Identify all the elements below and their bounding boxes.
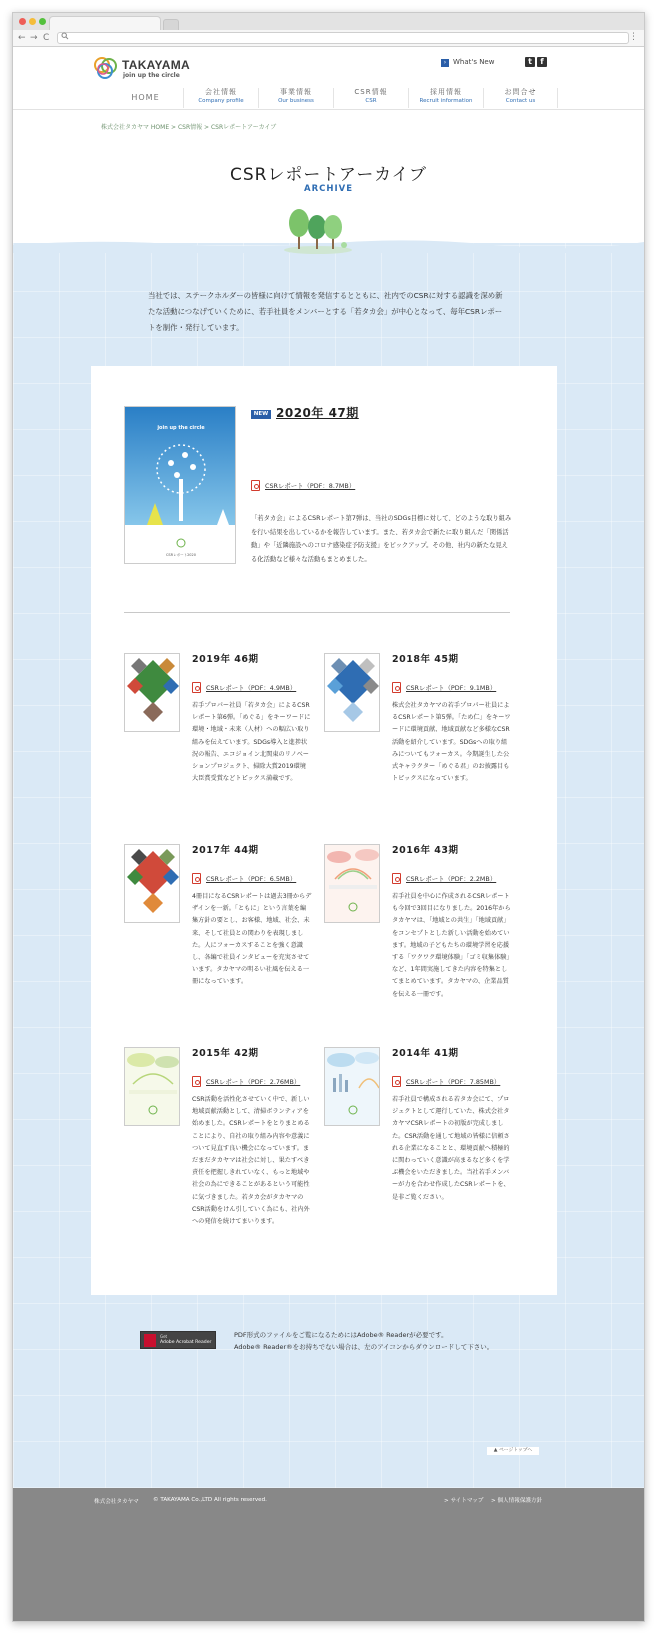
report-cover-2017[interactable] [124, 844, 180, 923]
whats-new-label: What's New [453, 58, 495, 66]
browser-tab[interactable] [49, 16, 161, 30]
page-title: CSRレポートアーカイブ [229, 165, 428, 185]
pdf-link-label: CSRレポート（PDF：6.5MB） [206, 875, 297, 883]
adobe-reader-download-button[interactable] [140, 1331, 216, 1349]
nav-label: 事業情報 [280, 88, 312, 96]
report-title: 2019年 46期 [192, 654, 259, 665]
adobe-notice [234, 1330, 534, 1353]
report-cover-2014[interactable] [324, 1047, 380, 1126]
search-icon [61, 32, 69, 42]
pdf-link-label: CSRレポート（PDF：4.9MB） [206, 684, 297, 692]
whats-new-icon: › [441, 59, 449, 67]
report-cover-2018[interactable] [324, 653, 380, 732]
pdf-link-label: CSRレポート（PDF：7.85MB） [406, 1078, 501, 1086]
breadcrumb[interactable]: 株式会社タカヤマ HOME > CSR情報 > CSRレポートアーカイブ [101, 124, 277, 131]
cover-illustration [325, 845, 380, 923]
footer-sitemap-link[interactable]: > サイトマップ [444, 1498, 484, 1504]
nav-label: 会社情報 [205, 88, 237, 96]
nav-item-csr[interactable] [333, 88, 408, 108]
report-desc: 若手社員を中心に作成されるCSRレポートも今回で3回目になりました。2016年からタカヤマは、「地域との共生」「地域貢献」をコンセプトとした新しい活動を始めています。地域の子どもたちの環境学習を応援する「ワクワク環境体験」「ゴミ収集体験」など、1年間実施してきた内容を特集としてまとめています。タカヤマの、企業品質を伝える一冊です。 [392, 893, 511, 998]
nav-label: 採用情報 [430, 88, 462, 96]
twitter-icon[interactable]: t [525, 57, 535, 67]
footer-privacy-link[interactable]: > 個人情報保護方針 [491, 1498, 543, 1504]
pdf-link-label: CSRレポート（PDF：9.1MB） [406, 684, 497, 692]
nav-label: CSR情報 [354, 88, 388, 96]
footer-company: 株式会社タカヤマ [94, 1499, 139, 1505]
report-title: 2018年 45期 [392, 654, 459, 665]
browser-tab-strip [13, 13, 644, 30]
archive-card [91, 366, 557, 1295]
trees-illustration [278, 205, 356, 255]
report-desc: CSR活動を活性化させていく中で、新しい地域貢献活動として、清掃ボランティアを始めました。CSRレポートをとりまとめることにより、自社の取り組み内容や意義について見直す良い機会になっています。まだまだタカヤマは社会に対し、果たすべき責任を把握しきれていなく、もっと地域や社会の為にできることがあるという可能性に気づきました。若タカ会がタカヤマのCSR活動をけん引していく為にも、社内外への発信を続けてまいります。 [192, 1096, 310, 1226]
adobe-get-label: Get [160, 1334, 168, 1339]
nav-item-contact[interactable] [483, 88, 558, 108]
cover-title: join up the circle [157, 425, 205, 431]
cover-illustration [325, 654, 380, 732]
address-bar[interactable] [57, 32, 629, 44]
cover-illustration [125, 845, 180, 923]
pdf-icon [251, 480, 260, 491]
pdf-icon [192, 1076, 201, 1087]
pdf-icon [192, 873, 201, 884]
cover-illustration [125, 1048, 180, 1126]
adobe-notice-line: Adobe® Reader®をお持ちでない場合は、左のアイコンからダウンロードして下さい。 [234, 1342, 494, 1351]
site-logo[interactable] [93, 56, 193, 82]
nav-item-business[interactable] [258, 88, 333, 108]
nav-sublabel: Our business [278, 98, 314, 104]
reload-icon[interactable]: C [43, 33, 50, 43]
global-nav [108, 88, 568, 108]
new-badge: NEW [251, 410, 271, 419]
nav-sublabel: Recruit information [419, 98, 473, 104]
page-top-link[interactable]: ▲ ページトップへ [487, 1447, 539, 1455]
close-window-icon[interactable] [19, 18, 26, 25]
nav-sublabel: CSR [365, 98, 377, 104]
report-desc: 若手プロパー社員「若タカ会」によるCSRレポート第6弾。「めぐる」をキーワードに環境・地域・未来（人材）への幅広い取り組みを伝えています。SDGs導入と進捗状況の報告、エコジョイン北関東のリノベーションプロジェクト、掃除大賞2019環境大臣賞受賞などトピックス満載です。 [192, 702, 311, 783]
report-title: 2015年 42期 [192, 1048, 259, 1059]
minimize-window-icon[interactable] [29, 18, 36, 25]
adobe-notice-line: PDF形式のファイルをご覧になるためにはAdobe® Readerが必要です。 [234, 1331, 448, 1339]
report-cover-2020[interactable] [124, 406, 236, 564]
cover-illustration [125, 654, 180, 732]
browser-toolbar [13, 30, 644, 47]
pdf-icon [192, 682, 201, 693]
pdf-link-label: CSRレポート（PDF：2.76MB） [206, 1078, 301, 1086]
report-title: 2017年 44期 [192, 845, 259, 856]
report-desc: 4冊目になるCSRレポートは過去3冊からデザインを一新。「ともに」という言葉を編集方針の要とし、お客様、地域、社会、未来、そして社員との関わりを表現しました。人にフォーカスすることを強く意識し、各編で社員インタビューを充実させています。タカヤマの明るい社風を伝える一冊になっています。 [192, 893, 312, 986]
report-cover-2015[interactable] [124, 1047, 180, 1126]
nav-item-home[interactable] [108, 88, 183, 108]
facebook-icon[interactable]: f [537, 57, 547, 67]
site-header [13, 48, 644, 110]
pdf-link-label: CSRレポート（PDF：2.2MB） [406, 875, 497, 883]
maximize-window-icon[interactable] [39, 18, 46, 25]
adobe-reader-icon [144, 1334, 156, 1347]
cover-illustration [325, 1048, 380, 1126]
site-footer [13, 1488, 644, 1622]
back-icon[interactable]: ← [18, 33, 26, 43]
adobe-reader-name: Adobe Acrobat Reader [160, 1340, 212, 1345]
report-title: 2014年 41期 [392, 1048, 459, 1059]
forward-icon[interactable]: → [30, 33, 38, 43]
footer-copyright: © TAKAYAMA Co.,LTD All rights reserved. [153, 1497, 267, 1503]
nav-label: お問合せ [504, 88, 537, 96]
report-desc: 株式会社タカヤマの若手プロパー社員によるCSRレポート第5弾。「ため仁」をキーワードに環境貢献、地域貢献など多様なCSR活動を紹介しています。SDGsへの取り組みについてもフォーカス。今期誕生した公式キャラクター「めぐる君」のお披露目もトピックスになっています。 [392, 702, 511, 783]
logo-name: TAKAYAMA [122, 58, 190, 72]
page-subtitle: ARCHIVE [303, 184, 354, 194]
intro-text: 当社では、ステークホルダーの皆様に向けて情報を発信するとともに、社内でのCSRに対する認識を深め新たな活動につなげていくために、若手社員をメンバーとする「若タカ会」が中心となって、毎年CSRレポートを制作・発行しています。 [148, 291, 503, 332]
nav-sublabel: Contact us [505, 98, 536, 104]
cover-caption: CSRレポート2020 [165, 553, 196, 557]
nav-item-recruit[interactable] [408, 88, 483, 108]
report-desc: 若手社員で構成される若タカ会にて、プロジェクトとして運行していた、株式会社タカヤマCSRレポートの初版が完成しました。CSR活動を通して地域の皆様に信頼される企業になることと、環境貢献へ積極的に関わっていく意識が高まるなど多くを学ぶ機会をいただきました。当社若手メンバーが力を合わせ作成したCSRレポートを、是非ご覧ください。 [392, 1096, 510, 1201]
featured-report-title[interactable]: 2020年 47期 [276, 406, 359, 420]
logo-circles-icon [93, 56, 119, 80]
pdf-icon [392, 1076, 401, 1087]
browser-menu-icon[interactable]: ⋮ [629, 32, 638, 42]
featured-report-desc: 「若タカ会」によるCSRレポート第7弾は、当社のSDGs目標に対して、どのような取り組みを行い結果を出しているかを報告しています。また、若タカ会で新たに取り組んだ「関係活動」や「近隣施設へのコロナ感染症予防支援」をピックアップ。その他、社内の新たな見える化活動など様々な活動もまとめました。 [251, 515, 512, 563]
web-page [13, 48, 644, 1622]
report-title: 2016年 43期 [392, 845, 459, 856]
nav-label: HOME [131, 93, 160, 102]
browser-window [12, 12, 645, 1622]
report-cover-2019[interactable] [124, 653, 180, 732]
pdf-icon [392, 873, 401, 884]
report-cover-2016[interactable] [324, 844, 380, 923]
nav-item-company[interactable] [183, 88, 258, 108]
new-tab-button[interactable] [163, 19, 179, 30]
pdf-icon [392, 682, 401, 693]
nav-sublabel: Company profile [198, 98, 244, 104]
divider [124, 612, 510, 613]
logo-tagline: join up the circle [123, 72, 180, 79]
pdf-link-label: CSRレポート（PDF：8.7MB） [265, 482, 356, 490]
